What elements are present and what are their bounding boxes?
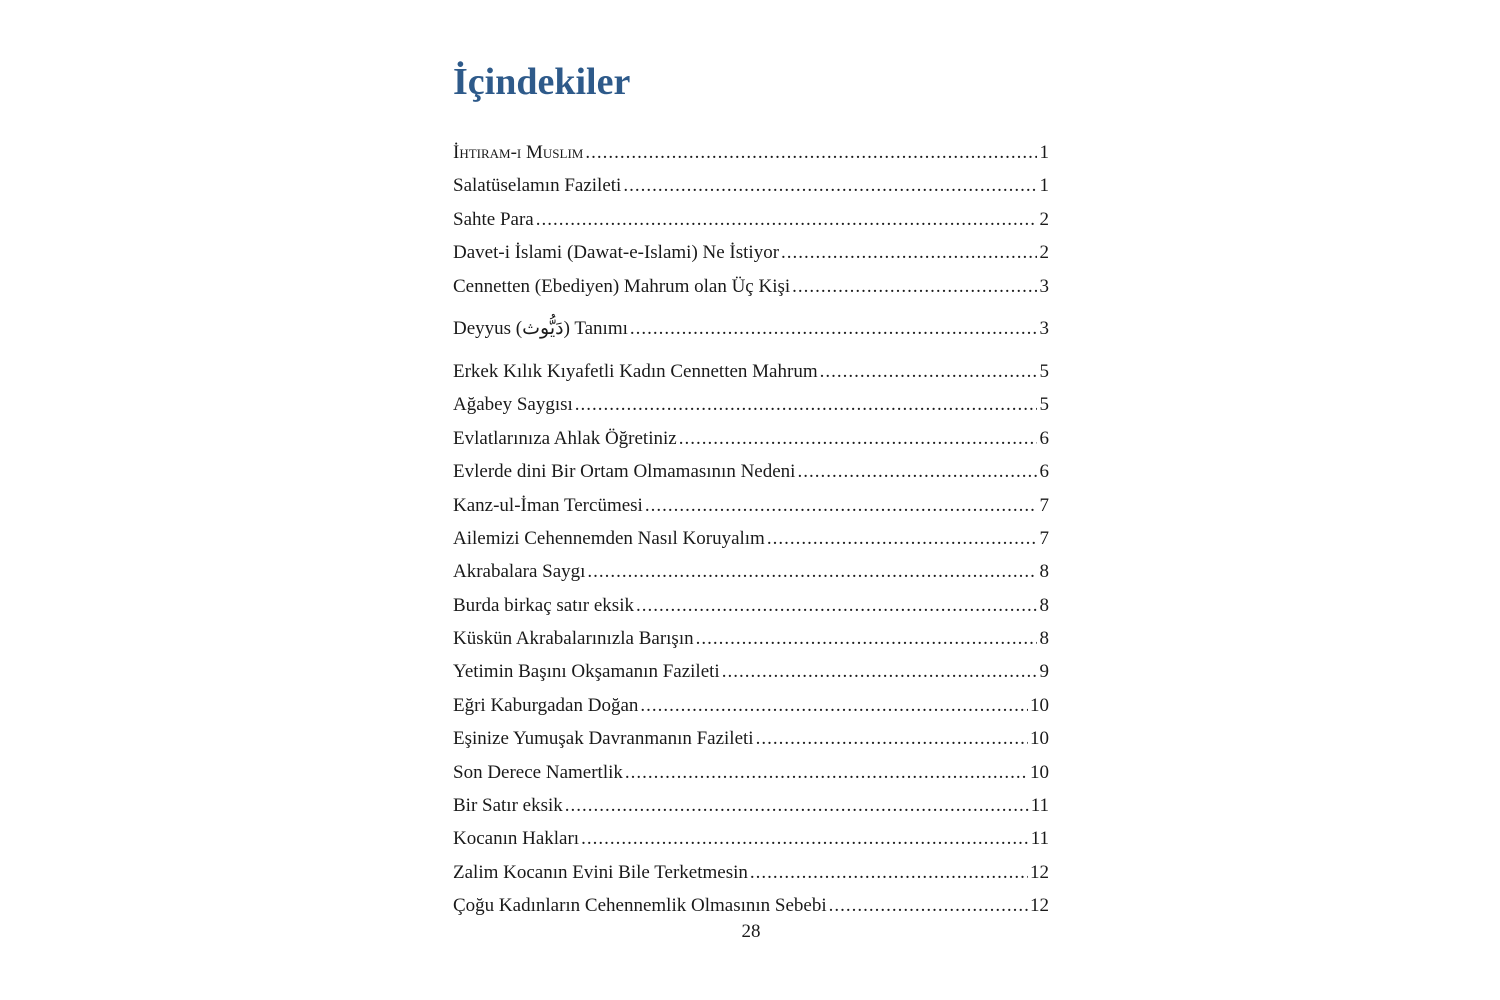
toc-entry-page: 2 (1039, 208, 1049, 230)
toc-entry-page: 12 (1030, 861, 1049, 883)
dot-leader (581, 822, 1029, 855)
toc-entry[interactable] (453, 303, 1049, 355)
toc-entry-title: Erkek Kılık Kıyafetli Kadın Cennetten Mahrum (453, 360, 818, 382)
toc-entry[interactable] (453, 756, 1049, 789)
toc-entry-title: Çoğu Kadınların Cehennemlik Olmasının Sebebi (453, 895, 827, 917)
dot-leader (722, 655, 1037, 688)
toc-entry[interactable] (453, 655, 1049, 688)
toc-entry-page: 12 (1030, 895, 1049, 917)
dot-leader (636, 589, 1037, 622)
dot-leader (536, 203, 1037, 236)
table-of-contents (453, 136, 1049, 923)
dot-leader (797, 455, 1037, 488)
toc-entry-title: Burda birkaç satır eksik (453, 594, 634, 616)
dot-leader (792, 270, 1037, 303)
toc-entry[interactable] (453, 270, 1049, 303)
toc-entry-title: Küskün Akrabalarınızla Barışın (453, 628, 694, 650)
dot-leader (696, 622, 1037, 655)
toc-entry[interactable] (453, 689, 1049, 722)
toc-entry[interactable] (453, 355, 1049, 388)
document-page (453, 0, 1049, 1000)
toc-entry-title: Ailemizi Cehennemden Nasıl Koruyalım (453, 527, 765, 549)
dot-leader (679, 422, 1037, 455)
toc-entry-page: 3 (1039, 317, 1049, 339)
dot-leader (645, 489, 1037, 522)
dot-leader (640, 689, 1028, 722)
toc-entry-page: 11 (1030, 795, 1049, 817)
toc-entry-title: Akrabalara Saygı (453, 561, 586, 583)
toc-entry-title: Deyyus (دَیُّوث) Tanımı (453, 317, 628, 339)
toc-entry-page: 8 (1039, 594, 1049, 616)
toc-entry[interactable] (453, 203, 1049, 236)
toc-entry[interactable] (453, 388, 1049, 421)
toc-entry[interactable] (453, 422, 1049, 455)
toc-entry-page: 3 (1039, 275, 1049, 297)
toc-entry-title: Yetimin Başını Okşamanın Fazileti (453, 661, 720, 683)
toc-entry-title: Sahte Para (453, 208, 534, 230)
dot-leader (750, 856, 1028, 889)
toc-entry[interactable] (453, 136, 1049, 169)
toc-entry-title: Son Derece Namertlik (453, 761, 623, 783)
toc-entry[interactable] (453, 856, 1049, 889)
toc-entry-page: 10 (1030, 728, 1049, 750)
dot-leader (585, 136, 1037, 169)
toc-entry-title: Bir Satır eksik (453, 795, 563, 817)
toc-entry[interactable] (453, 522, 1049, 555)
toc-entry-page: 1 (1039, 175, 1049, 197)
toc-entry-title: Ağabey Saygısı (453, 394, 573, 416)
page-number: 28 (741, 921, 761, 942)
toc-entry[interactable] (453, 169, 1049, 202)
toc-entry-title: Evlatlarınıza Ahlak Öğretiniz (453, 427, 677, 449)
dot-leader (767, 522, 1037, 555)
dot-leader (781, 236, 1037, 269)
toc-entry[interactable] (453, 589, 1049, 622)
toc-entry-page: 10 (1030, 761, 1049, 783)
toc-entry-page: 5 (1039, 360, 1049, 382)
toc-entry-title: Eşinize Yumuşak Davranmanın Fazileti (453, 728, 754, 750)
dot-leader (623, 169, 1037, 202)
toc-entry-title: İhtiram-ı Muslim (453, 142, 584, 163)
toc-entry[interactable] (453, 555, 1049, 588)
dot-leader (820, 355, 1037, 388)
toc-entry-page: 7 (1039, 494, 1049, 516)
toc-entry-page: 1 (1039, 142, 1049, 163)
toc-entry-page: 8 (1039, 628, 1049, 650)
page-title: İçindekiler (453, 61, 631, 103)
toc-entry[interactable] (453, 236, 1049, 269)
toc-entry-title: Evlerde dini Bir Ortam Olmamasının Nedeni (453, 461, 796, 483)
toc-entry-title: Eğri Kaburgadan Doğan (453, 694, 639, 716)
toc-entry-title: Zalim Kocanın Evini Bile Terketmesin (453, 861, 748, 883)
toc-entry-page: 11 (1030, 828, 1049, 850)
toc-entry-page: 2 (1039, 242, 1049, 264)
toc-entry-title: Kanz-ul-İman Tercümesi (453, 494, 643, 516)
toc-entry-title: Cennetten (Ebediyen) Mahrum olan Üç Kişi (453, 275, 791, 297)
dot-leader (587, 555, 1037, 588)
toc-entry[interactable] (453, 722, 1049, 755)
dot-leader (630, 303, 1037, 355)
toc-entry[interactable] (453, 789, 1049, 822)
toc-entry-page: 6 (1039, 461, 1049, 483)
toc-entry-page: 8 (1039, 561, 1049, 583)
toc-entry-page: 7 (1039, 527, 1049, 549)
toc-entry-page: 5 (1039, 394, 1049, 416)
toc-entry[interactable] (453, 622, 1049, 655)
toc-entry[interactable] (453, 455, 1049, 488)
toc-entry-page: 10 (1030, 694, 1049, 716)
dot-leader (575, 388, 1037, 421)
toc-entry-page: 6 (1039, 427, 1049, 449)
toc-entry-page: 9 (1039, 661, 1049, 683)
toc-entry[interactable] (453, 822, 1049, 855)
toc-entry-title: Salatüselamın Fazileti (453, 175, 622, 197)
dot-leader (625, 756, 1028, 789)
dot-leader (565, 789, 1029, 822)
dot-leader (756, 722, 1028, 755)
toc-entry-title: Kocanın Hakları (453, 828, 580, 850)
toc-entry[interactable] (453, 489, 1049, 522)
toc-entry-title: Davet-i İslami (Dawat-e-Islami) Ne İstiyor (453, 242, 780, 264)
